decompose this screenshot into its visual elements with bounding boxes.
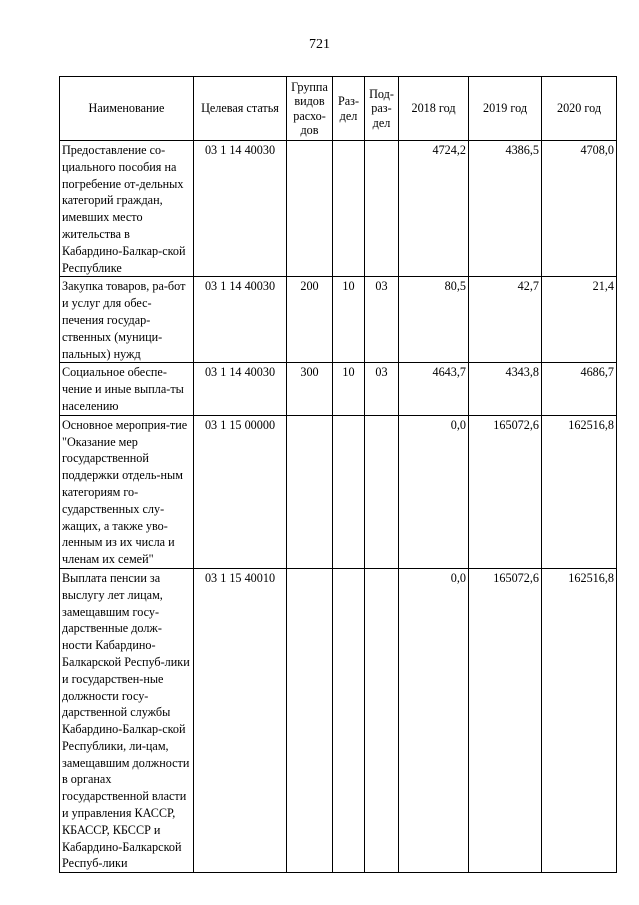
table-row — [60, 415, 617, 568]
row-2020: 4686,7 — [542, 363, 617, 415]
row-2018: 4643,7 — [399, 363, 469, 415]
row-target-article: 03 1 14 40030 — [194, 363, 287, 415]
row-section — [333, 568, 365, 872]
row-target-article: 03 1 14 40030 — [194, 141, 287, 277]
row-section — [333, 415, 365, 568]
row-2018: 4724,2 — [399, 141, 469, 277]
row-2018: 0,0 — [399, 568, 469, 872]
row-subsection — [365, 141, 399, 277]
row-name: Социальное обеспе-чение и иные выпла-ты населению — [60, 363, 194, 415]
row-expense-group — [287, 415, 333, 568]
table-row — [60, 141, 617, 277]
row-expense-group — [287, 568, 333, 872]
table-row — [60, 568, 617, 872]
row-section — [333, 141, 365, 277]
row-subsection — [365, 415, 399, 568]
row-2020: 162516,8 — [542, 415, 617, 568]
row-subsection: 03 — [365, 277, 399, 363]
header-2018: 2018 год — [399, 77, 469, 141]
row-name: Закупка товаров, ра-бот и услуг для обес-печения государ-ственных (муници-пальных) нужд — [60, 277, 194, 363]
row-2019: 165072,6 — [469, 568, 542, 872]
row-name: Выплата пенсии за выслугу лет лицам, замещавшим госу-дарственные долж-ности Кабардино-Балкарской Респуб-лики и государствен-ные должности госу-дарственной службы Кабардино-Балкар-ской Республики, ли-цам, замещавшим должности в органах государственной власти и управления КАССР, КБАССР, КБССР и Кабардино-Балкарской Респуб-лики — [60, 568, 194, 872]
header-name: Наименование — [60, 77, 194, 141]
header-2020: 2020 год — [542, 77, 617, 141]
row-name: Основное мероприя-тие "Оказание мер государственной поддержки отдель-ным категориям го-сударственных слу-жащих, а также уво-ленным из их числа и членам их семей" — [60, 415, 194, 568]
row-2020: 162516,8 — [542, 568, 617, 872]
header-expense-group: Группа видов расхо-дов — [287, 77, 333, 141]
row-name: Предоставление со-циального пособия на погребение от-дельных категорий граждан, имевших место жительства в Кабардино-Балкар-ской Республике — [60, 141, 194, 277]
row-subsection: 03 — [365, 363, 399, 415]
row-expense-group: 300 — [287, 363, 333, 415]
row-2019: 42,7 — [469, 277, 542, 363]
table-row — [60, 277, 617, 363]
row-section: 10 — [333, 277, 365, 363]
header-row — [60, 77, 617, 141]
row-2019: 165072,6 — [469, 415, 542, 568]
header-target-article: Целевая статья — [194, 77, 287, 141]
row-2020: 21,4 — [542, 277, 617, 363]
header-subsection: Под-раз-дел — [365, 77, 399, 141]
row-section: 10 — [333, 363, 365, 415]
header-2019: 2019 год — [469, 77, 542, 141]
row-subsection — [365, 568, 399, 872]
row-2018: 0,0 — [399, 415, 469, 568]
header-section: Раз-дел — [333, 77, 365, 141]
row-target-article: 03 1 15 40010 — [194, 568, 287, 872]
row-expense-group — [287, 141, 333, 277]
row-target-article: 03 1 15 00000 — [194, 415, 287, 568]
row-2020: 4708,0 — [542, 141, 617, 277]
budget-table — [59, 76, 617, 873]
row-target-article: 03 1 14 40030 — [194, 277, 287, 363]
page-number: 721 — [309, 37, 330, 52]
row-2019: 4386,5 — [469, 141, 542, 277]
row-2019: 4343,8 — [469, 363, 542, 415]
table-row — [60, 363, 617, 415]
row-2018: 80,5 — [399, 277, 469, 363]
row-expense-group: 200 — [287, 277, 333, 363]
